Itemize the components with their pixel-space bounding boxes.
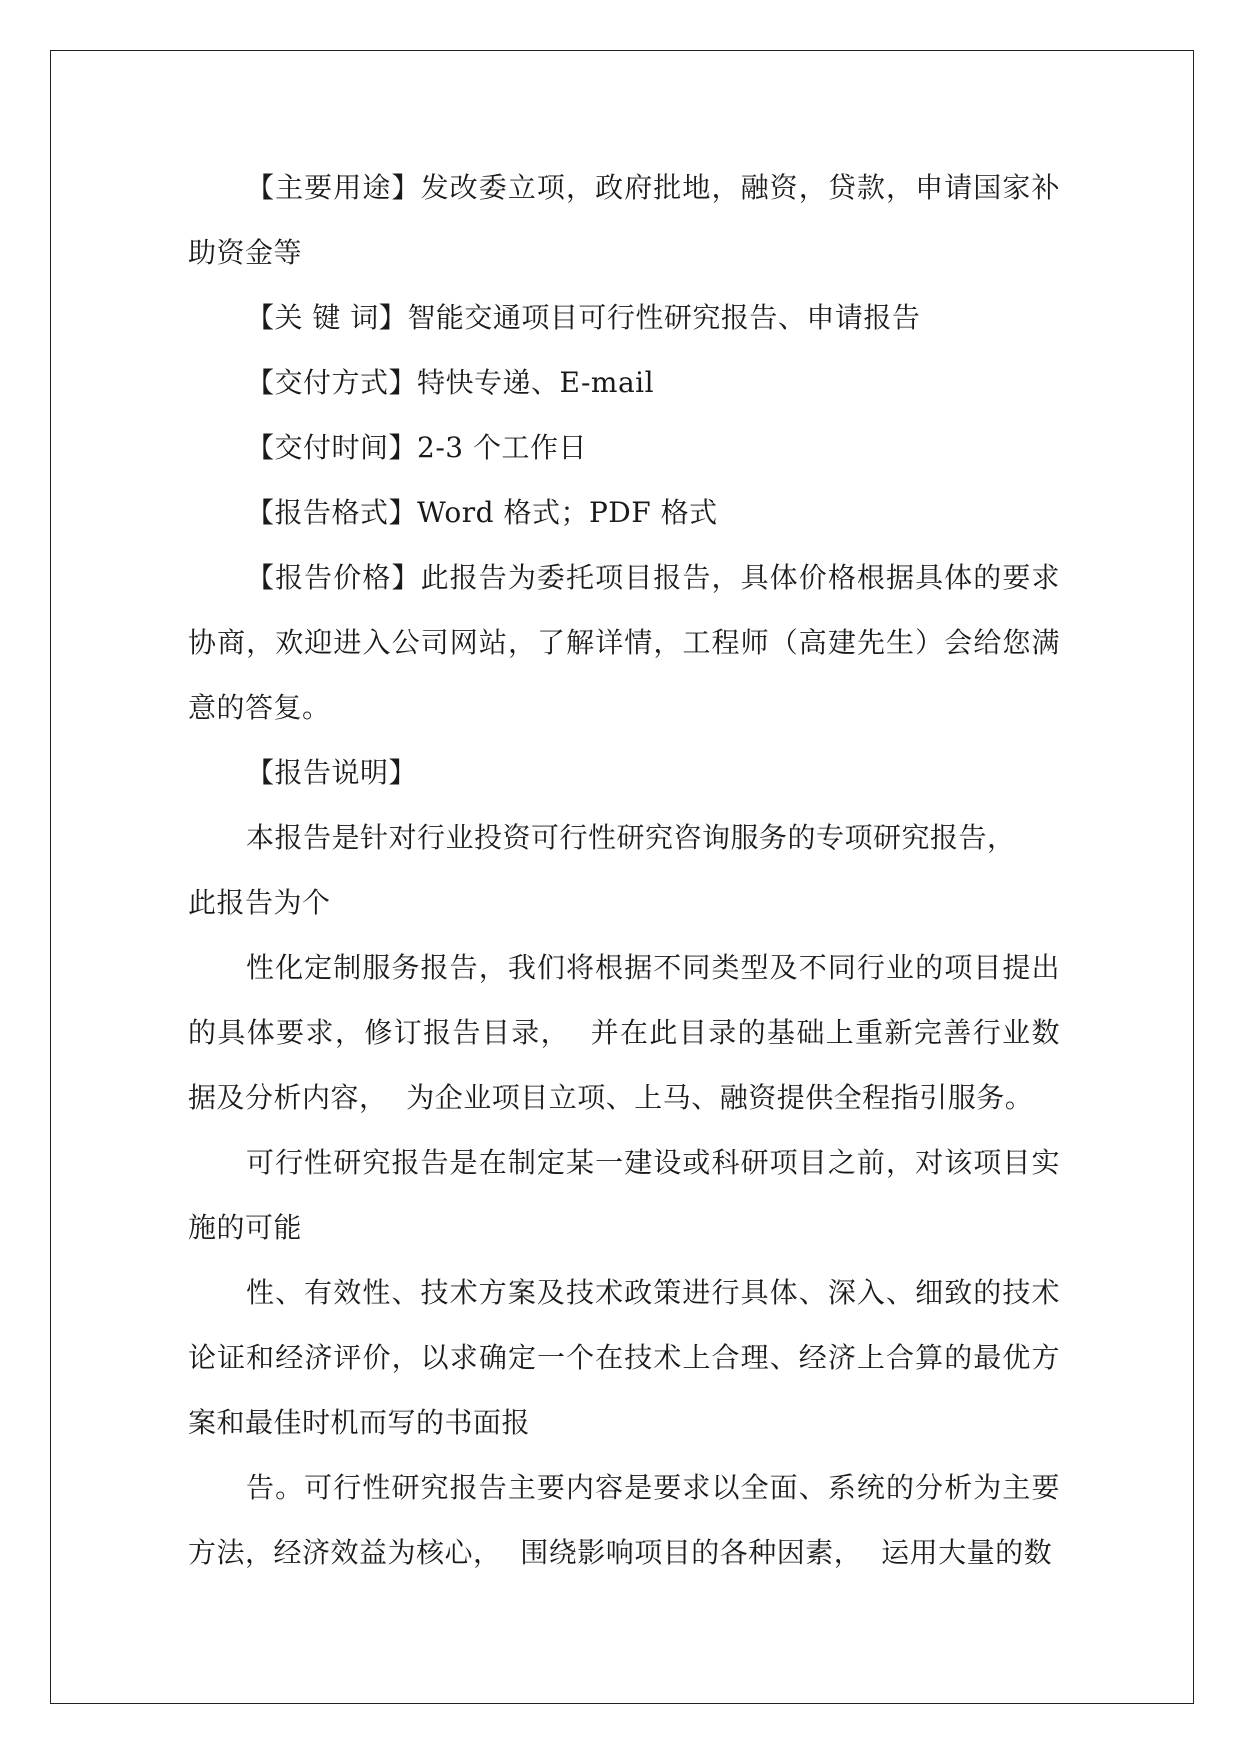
- field-price: [188, 545, 1060, 740]
- document-body: [188, 155, 1060, 1585]
- body-paragraph: 告。可行性研究报告主要内容是要求以全面、系统的分析为主要方法，经济效益为核心， 围绕影响项目的各种因素， 运用大量的数: [188, 1471, 1060, 1569]
- field-delivery-method-label: 【交付方式】: [246, 366, 418, 399]
- field-explanation-label: 【报告说明】: [246, 756, 418, 789]
- field-format: [188, 480, 1060, 545]
- field-explanation: [188, 740, 1060, 805]
- field-price-value: 此报告为委托项目报告，具体价格根据具体的要求协商，欢迎进入公司网站，了解详情，工程师（高建先生）会给您满意的答复。: [188, 561, 1060, 724]
- body-paragraph: 性化定制服务报告，我们将根据不同类型及不同行业的项目提出的具体要求，修订报告目录， 并在此目录的基础上重新完善行业数据及分析内容， 为企业项目立项、上马、融资提供全程指引服务。: [188, 951, 1060, 1114]
- field-price-label: 【报告价格】: [246, 561, 421, 594]
- field-usage-value: 发改委立项，政府批地，融资，贷款，申请国家补助资金等: [188, 171, 1060, 269]
- field-keywords: [188, 285, 1060, 350]
- body-paragraph: 本报告是针对行业投资可行性研究咨询服务的专项研究报告，: [246, 821, 1016, 854]
- field-usage-label: 【主要用途】: [246, 171, 421, 204]
- field-delivery-time: [188, 415, 1060, 480]
- field-format-value: Word 格式；PDF 格式: [417, 496, 718, 529]
- field-format-label: 【报告格式】: [246, 496, 418, 529]
- field-delivery-time-label: 【交付时间】: [246, 431, 418, 464]
- field-keywords-value: 智能交通项目可行性研究报告、申请报告: [407, 301, 921, 334]
- body-paragraph: 此报告为个: [188, 886, 331, 919]
- body-paragraph: 可行性研究报告是在制定某一建设或科研项目之前，对该项目实施的可能: [188, 1146, 1060, 1244]
- field-usage: [188, 155, 1060, 285]
- field-delivery-time-value: 2-3 个工作日: [417, 431, 588, 464]
- body-paragraph: 性、有效性、技术方案及技术政策进行具体、深入、细致的技术论证和经济评价，以求确定一个在技术上合理、经济上合算的最优方案和最佳时机而写的书面报: [188, 1276, 1060, 1439]
- field-keywords-label: 【关 键 词】: [246, 301, 408, 334]
- field-delivery-method-value: 特快专递、E-mail: [417, 366, 655, 399]
- field-delivery-method: [188, 350, 1060, 415]
